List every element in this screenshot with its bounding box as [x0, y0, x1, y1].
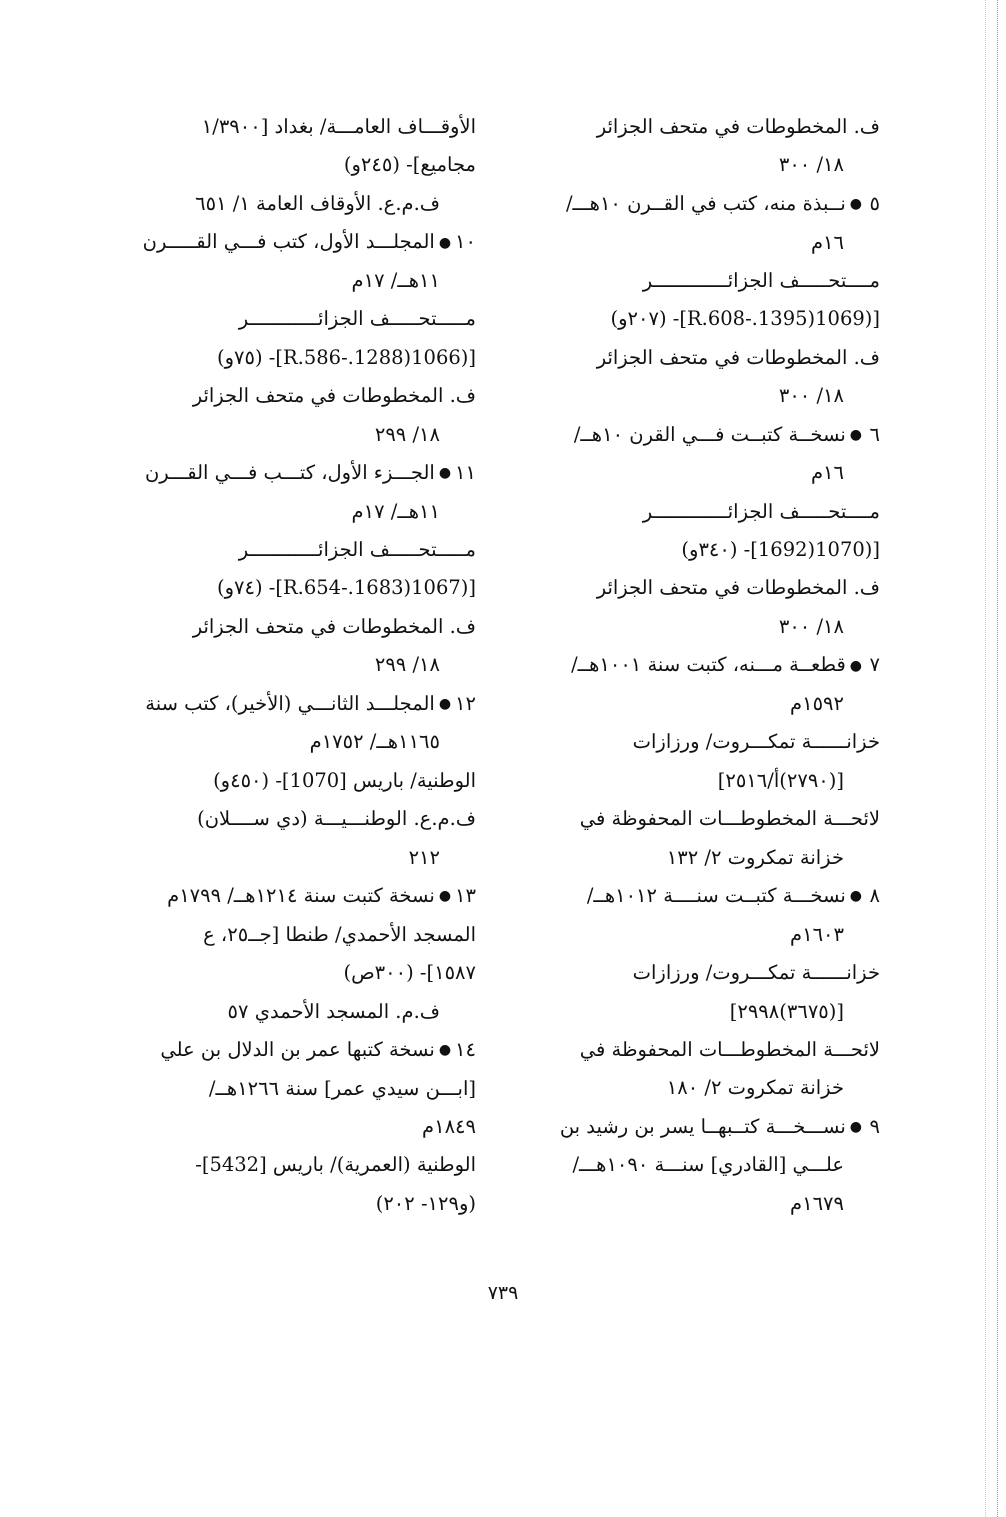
- item-number: ١٢: [455, 691, 476, 715]
- text-line: [(٢٧٩٠)أ/٢٥١٦]: [717, 768, 844, 792]
- text-line: خزانــــــة تمكـــروت/ ورزازات: [632, 730, 880, 754]
- text-line: مـــــتحـــــف الجزائــــــــــــر: [238, 307, 476, 331]
- text-line: خزانة تمكروت ٢/ ١٨٠: [666, 1076, 844, 1100]
- text-line: خزانة تمكروت ٢/ ١٣٢: [666, 845, 844, 869]
- list-item: [116, 877, 476, 916]
- text-line: الوطنية (العمرية)/ باريس [5432]-: [195, 1153, 476, 1177]
- item-text: الجـــزء الأول، كتـــب فـــي القـــرن: [144, 460, 435, 484]
- bullet-icon: ●: [438, 695, 452, 712]
- text-line: [(٣٦٧٥)٢٩٩٨]: [729, 999, 844, 1023]
- text-line: علـــي [القادري] سنـــة ١٠٩٠هـــ/: [572, 1153, 844, 1177]
- item-text: نسخة كتبت سنة ١٢١٤هــ/ ١٧٩٩م: [167, 884, 435, 908]
- item-text: نــبذة منه، كتب في القــرن ١٠هـــ/: [565, 191, 846, 215]
- text-line: ١٦م: [810, 461, 844, 485]
- text-line: ١١هــ/ ١٧م: [351, 268, 440, 292]
- text-line: ١٥٩٢م: [790, 691, 844, 715]
- text-line: ١٥٨٧]- (٣٠٠ص): [343, 961, 476, 985]
- text-line: ف.م.ع. الوطنـــيـــة (دي ســــلان): [197, 807, 476, 831]
- text-line: ف.م.ع. الأوقاف العامة ١/ ٦٥١: [195, 191, 440, 215]
- item-text: قطعــة مـــنه، كتبت سنة ١٠٠١هــ/: [571, 653, 846, 677]
- text-line: ١٦٠٣م: [790, 922, 844, 946]
- item-number: ٨: [869, 884, 880, 908]
- item-number: ١٤: [455, 1037, 476, 1061]
- text-line: مــــتحـــــف الجزائـــــــــــــر: [642, 268, 880, 292]
- item-number: ٧: [869, 653, 880, 677]
- left-column: [116, 108, 476, 1223]
- text-line: لائحـــة المخطوطـــات المحفوظة في: [579, 807, 880, 831]
- bullet-icon: ●: [849, 888, 862, 905]
- item-text: نسخة كتبها عمر بن الدلال بن علي: [160, 1037, 435, 1061]
- bullet-icon: ●: [438, 1042, 452, 1059]
- list-item: [500, 416, 880, 455]
- text-line: ف. المخطوطات في متحف الجزائر: [192, 614, 476, 638]
- bullet-icon: ●: [849, 426, 862, 443]
- text-line: ١٨٤٩م: [422, 1115, 476, 1139]
- item-number: ١٠: [455, 230, 476, 254]
- item-text: المجلـــد الأول، كتب فـــي القـــــرن: [142, 230, 435, 254]
- text-line: المسجد الأحمدي/ طنطا [جــ٢٥، ع: [203, 922, 476, 946]
- text-line: [(1070(1692]- (٣٤٠و): [681, 538, 880, 562]
- bullet-icon: ●: [849, 196, 862, 213]
- text-line: ١١هــ/ ١٧م: [351, 499, 440, 523]
- item-number: ٩: [869, 1114, 880, 1138]
- list-item: [500, 1108, 880, 1147]
- text-line: [ابـــن سيدي عمر] سنة ١٢٦٦هــ/: [208, 1076, 476, 1100]
- list-item: [500, 646, 880, 685]
- text-line: لائحـــة المخطوطـــات المحفوظة في: [579, 1037, 880, 1061]
- text-line: الأوقـــاف العامـــة/ بغداد [١/٣٩٠٠: [201, 115, 476, 138]
- item-text: نسخـــة كتبــت سنــــة ١٠١٢هــ/: [586, 884, 846, 908]
- text-line: ف. المخطوطات في متحف الجزائر: [596, 576, 880, 600]
- text-line: ف.م. المسجد الأحمدي ٥٧: [227, 999, 440, 1023]
- text-line: (و١٢٩- ٢٠٢): [375, 1191, 476, 1215]
- item-number: ٥: [869, 191, 880, 215]
- list-item: [116, 223, 476, 262]
- text-line: ١٨/ ٣٠٠: [778, 153, 844, 177]
- text-line: الوطنية/ باريس [1070]- (٤٥٠و): [213, 768, 476, 792]
- text-line: [(1069(1395.-R.608]- (٢٠٧و): [610, 307, 880, 331]
- item-text: المجلـــد الثانـــي (الأخير)، كتب سنة: [145, 691, 435, 715]
- item-text: نســـخـــة كتــبهــا يسر بن رشيد بن: [559, 1114, 846, 1138]
- right-column: [500, 108, 880, 1223]
- bullet-icon: ●: [438, 888, 452, 905]
- text-line: ١١٦٥هــ/ ١٧٥٢م: [309, 730, 440, 754]
- text-line: ١٦م: [810, 230, 844, 254]
- text-line: ١٨/ ٢٩٩: [374, 422, 440, 446]
- list-item: [500, 877, 880, 916]
- text-line: ف. المخطوطات في متحف الجزائر: [596, 345, 880, 369]
- item-number: ٦: [869, 422, 880, 446]
- list-item: [116, 454, 476, 493]
- text-line: [(1066(1288.-R.586]- (٧٥و): [216, 345, 476, 369]
- item-number: ١١: [455, 460, 476, 484]
- text-line: مـــــتحـــــف الجزائــــــــــــر: [238, 538, 476, 562]
- bullet-icon: ●: [849, 657, 862, 674]
- item-text: نسخــة كتبــت فـــي القرن ١٠هــ/: [573, 422, 846, 446]
- bullet-icon: ●: [438, 234, 452, 251]
- bullet-icon: ●: [438, 465, 452, 482]
- text-line: ١٨/ ٣٠٠: [778, 614, 844, 638]
- list-item: [116, 685, 476, 724]
- page-number: ٧٣٩: [487, 1282, 519, 1304]
- bullet-icon: ●: [849, 1119, 862, 1136]
- text-line: ١٨/ ٣٠٠: [778, 384, 844, 408]
- text-line: [(1067(1683.-R.654]- (٧٤و): [216, 576, 476, 600]
- text-line: مجاميع]- (٢٤٥و): [343, 153, 476, 177]
- text-line: ف. المخطوطات في متحف الجزائر: [596, 115, 880, 138]
- list-item: [500, 185, 880, 224]
- text-line: ف. المخطوطات في متحف الجزائر: [192, 384, 476, 408]
- item-number: ١٣: [455, 884, 476, 908]
- text-line: ١٦٧٩م: [790, 1191, 844, 1215]
- text-line: مــــتحـــــف الجزائـــــــــــــر: [642, 499, 880, 523]
- text-line: ٢١٢: [408, 845, 440, 869]
- list-item: [116, 1031, 476, 1070]
- text-line: ١٨/ ٢٩٩: [374, 653, 440, 677]
- text-line: خزانــــــة تمكـــروت/ ورزازات: [632, 961, 880, 985]
